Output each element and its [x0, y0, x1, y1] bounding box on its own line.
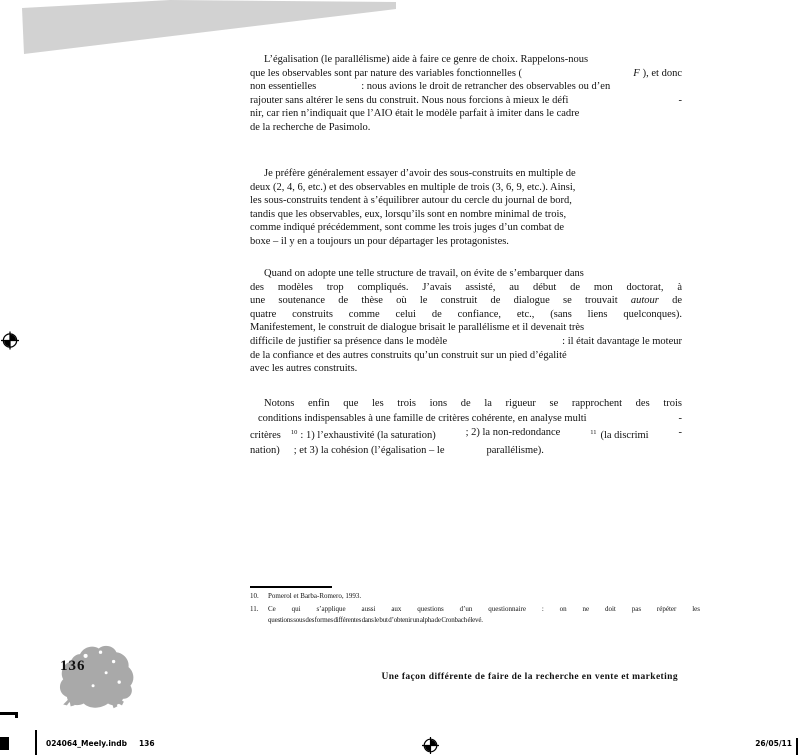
body-paragraph-4	[250, 397, 682, 458]
paragraph-line: de la recherche de Pasimolo.	[250, 121, 371, 133]
registration-mark-left-icon	[1, 331, 19, 350]
paragraph-line: nir, car rien n’indiquait que l’AIO était le modèle parfait à imiter dans le cadre	[250, 108, 580, 120]
paragraph-line: de la confiance et des autres construits qu’un construit sur un pied d’égalité	[250, 349, 567, 361]
crop-mark-vertical-right	[796, 738, 798, 755]
line-segment: rajouter sans altérer le sens du construit. Nous nous forcions à mieux le défi	[250, 94, 569, 106]
paragraph-line: quatre construits comme celui de confiance, etc., (sans liens quelconques).	[250, 308, 682, 320]
italic-f: F	[633, 67, 640, 79]
hanging-hyphen: -	[678, 94, 682, 106]
footnote-ref-11: 11	[590, 429, 597, 436]
footnote-number: 11.	[250, 605, 259, 613]
gray-paper-wedge	[0, 0, 400, 60]
line-segment: de	[672, 295, 683, 307]
line-segment: ), et donc	[642, 67, 682, 79]
footnote-number: 10.	[250, 592, 259, 600]
line-segment: parallélisme).	[486, 444, 544, 456]
paragraph-line: Manifestement, le construit de dialogue brisait le parallélisme et il devenait très	[250, 322, 585, 334]
line-segment	[590, 426, 648, 444]
slug-line-left	[46, 739, 155, 748]
footnote-line: questions sous des formes différentes dans le but d’obtenir un alpha de Cronbach élevé.	[268, 616, 483, 624]
footnote-line: Ce qui s’applique aussi aux questions d’un questionnaire : on ne doit pas répéter les	[268, 605, 700, 613]
footnote-11	[250, 604, 700, 626]
paragraph-line	[250, 412, 682, 427]
line-segment	[633, 67, 682, 81]
slug-page-ref: 136	[138, 739, 155, 748]
page-number: 136	[60, 658, 86, 674]
slug-date: 26/05/11	[755, 739, 792, 748]
paragraph-line: Notons enfin que les trois ions de la rigueur se rapprochent des trois	[264, 398, 682, 409]
registration-mark-bottom-icon	[422, 737, 439, 754]
line-segment: difficile de justifier sa présence dans le modèle	[250, 335, 448, 347]
paragraph-line: avec les autres construits.	[250, 363, 358, 375]
paragraph-line: des modèles trop compliqués. J’avais assisté, au début de mon doctorat, à	[250, 281, 682, 293]
paragraph-line: tandis que les observables, eux, lorsqu’ils sont en nombre minimal de trois,	[250, 208, 567, 220]
paragraph-line	[250, 67, 682, 81]
crop-mark-tick	[15, 712, 18, 718]
paragraph-line: deux (2, 4, 6, etc.) et des observables en multiple de trois (3, 6, 9, etc.). Ainsi,	[250, 181, 576, 193]
paragraph-line: Quand on adopte une telle structure de travail, on évite de s’embarquer dans	[264, 268, 584, 279]
hanging-hyphen: -	[678, 427, 682, 438]
paragraph-line: les sous-construits tendent à s’équilibrer autour du cercle du journal de bord,	[250, 195, 572, 207]
paragraph-line	[250, 294, 682, 308]
line-segment: non essentielles	[250, 81, 317, 93]
line-segment: critères	[250, 430, 281, 441]
line-segment: ; et 3) la cohésion (l’égalisation – le	[293, 444, 445, 456]
line-segment: : nous avions le droit de retrancher des observables ou d’en	[361, 81, 611, 93]
paragraph-line: boxe – il y en a toujours un pour départager les protagonistes.	[250, 235, 509, 247]
body-paragraph-2	[250, 167, 682, 249]
slug-filename: 024064_Meely.indb	[46, 739, 127, 748]
paragraph-line	[250, 444, 682, 459]
footnote-ref-10: 10	[290, 429, 298, 436]
line-segment: ; 2) la non-redondance	[465, 427, 561, 438]
hanging-hyphen: -	[678, 412, 682, 424]
paragraph-line	[250, 335, 682, 349]
line-segment: nation)	[250, 444, 280, 456]
footnote-10	[250, 591, 700, 602]
paragraph-line	[250, 80, 682, 94]
footnote-text: Pomerol et Barba-Romero, 1993.	[268, 592, 362, 600]
crop-mark-vertical-left	[35, 730, 37, 755]
line-segment: conditions indispensables à une famille de critères cohérente, en analyse multi	[258, 412, 587, 424]
line-segment: que les observables sont par nature des variables fonctionnelles (	[250, 67, 523, 79]
footnote-separator-rule	[250, 586, 332, 588]
edge-ink-block	[0, 737, 9, 750]
paragraph-line: Je préfère généralement essayer d’avoir des sous-construits en multiple de	[264, 168, 576, 179]
body-paragraph-3	[250, 267, 682, 376]
italic-word: autour	[630, 295, 659, 307]
paragraph-line: comme indiqué précédemment, sont comme les trois juges d’un combat de	[250, 222, 565, 234]
line-segment: (la discrimi	[600, 430, 649, 441]
book-footer-title: Une façon différente de faire de la recherche en vente et marketing	[381, 672, 678, 682]
line-segment: : 1) l’exhaustivité (la saturation)	[300, 430, 436, 441]
footnote-text	[268, 604, 700, 626]
line-segment: une soutenance de thèse où le construit de dialogue se trouvait	[250, 295, 618, 307]
paragraph-line	[250, 426, 682, 444]
line-segment: : il était davantage le moteur	[562, 335, 682, 347]
body-paragraph-1	[250, 53, 682, 135]
frog-silhouette-icon	[52, 641, 136, 711]
line-segment	[250, 426, 436, 444]
paragraph-line: L’égalisation (le parallélisme) aide à faire ce genre de choix. Rappelons-nous	[264, 54, 589, 65]
paragraph-line	[250, 94, 682, 108]
